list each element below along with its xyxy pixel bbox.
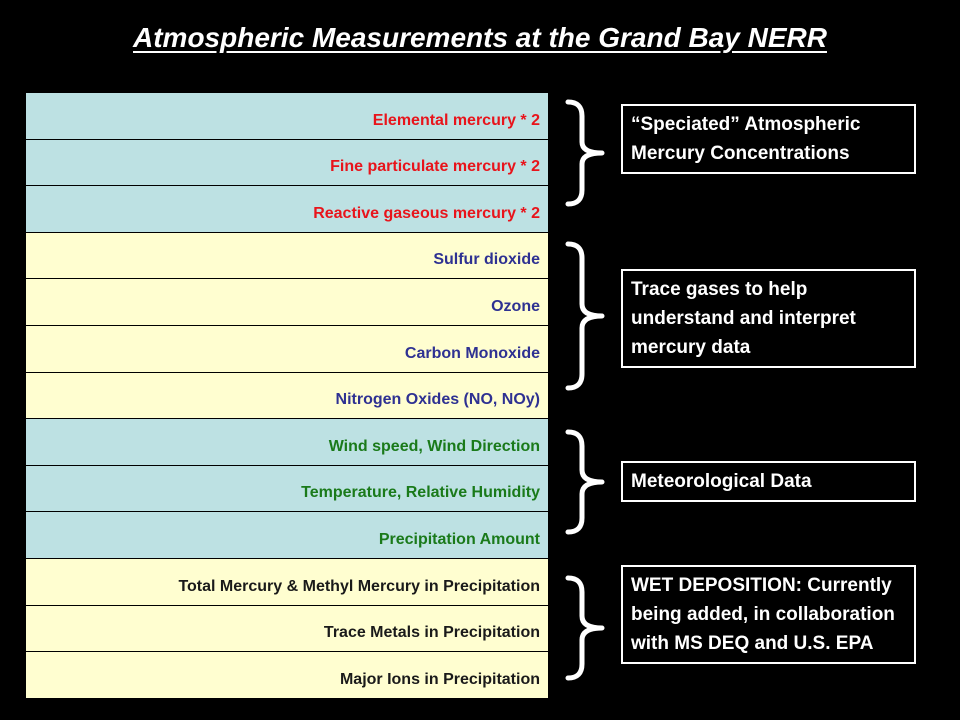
table-row [25,186,548,233]
box-text: Meteorological Data [631,471,812,492]
table-row [25,419,548,466]
bracket-mercury [562,98,608,208]
box-text: WET DEPOSITION: Currently being added, in collaboration with MS DEQ and U.S. EPA [631,575,895,654]
row-label: Nitrogen Oxides (NO, NOy) [335,391,540,409]
row-label: Precipitation Amount [378,530,540,548]
box-text: “Speciated” Atmospheric Mercury Concentrations [631,114,861,164]
bracket-wet-deposition [562,574,608,682]
row-label: Wind speed, Wind Direction [328,437,540,455]
row-label: Trace Metals in Precipitation [323,624,540,642]
row-label: Ozone [491,297,540,315]
box-text: Trace gases to help understand and interpret mercury data [631,279,856,358]
row-label: Major Ions in Precipitation [339,670,540,688]
trace-gases-box [621,269,916,368]
row-label: Total Mercury & Methyl Mercury in Precipitation [178,577,540,595]
table-row [25,93,548,140]
bracket-trace-gases [562,240,608,392]
meteorological-box [621,461,916,502]
row-label: Elemental mercury * 2 [372,111,540,129]
wet-deposition-box [621,565,916,664]
page-title: Atmospheric Measurements at the Grand Bay NERR [133,22,827,53]
table-row [25,326,548,373]
table-row [25,373,548,420]
row-label: Sulfur dioxide [433,251,540,269]
table-row [25,140,548,187]
table-row [25,233,548,280]
table-row [25,606,548,653]
table-row [25,559,548,606]
measurements-table [25,93,548,699]
table-row [25,466,548,513]
row-label: Carbon Monoxide [404,344,540,362]
table-row [25,279,548,326]
bracket-meteorological [562,428,608,536]
row-label: Reactive gaseous mercury * 2 [313,204,540,222]
row-label: Fine particulate mercury * 2 [330,158,540,176]
speciated-mercury-box [621,104,916,174]
row-label: Temperature, Relative Humidity [301,484,540,502]
table-row [25,652,548,699]
table-row [25,512,548,559]
